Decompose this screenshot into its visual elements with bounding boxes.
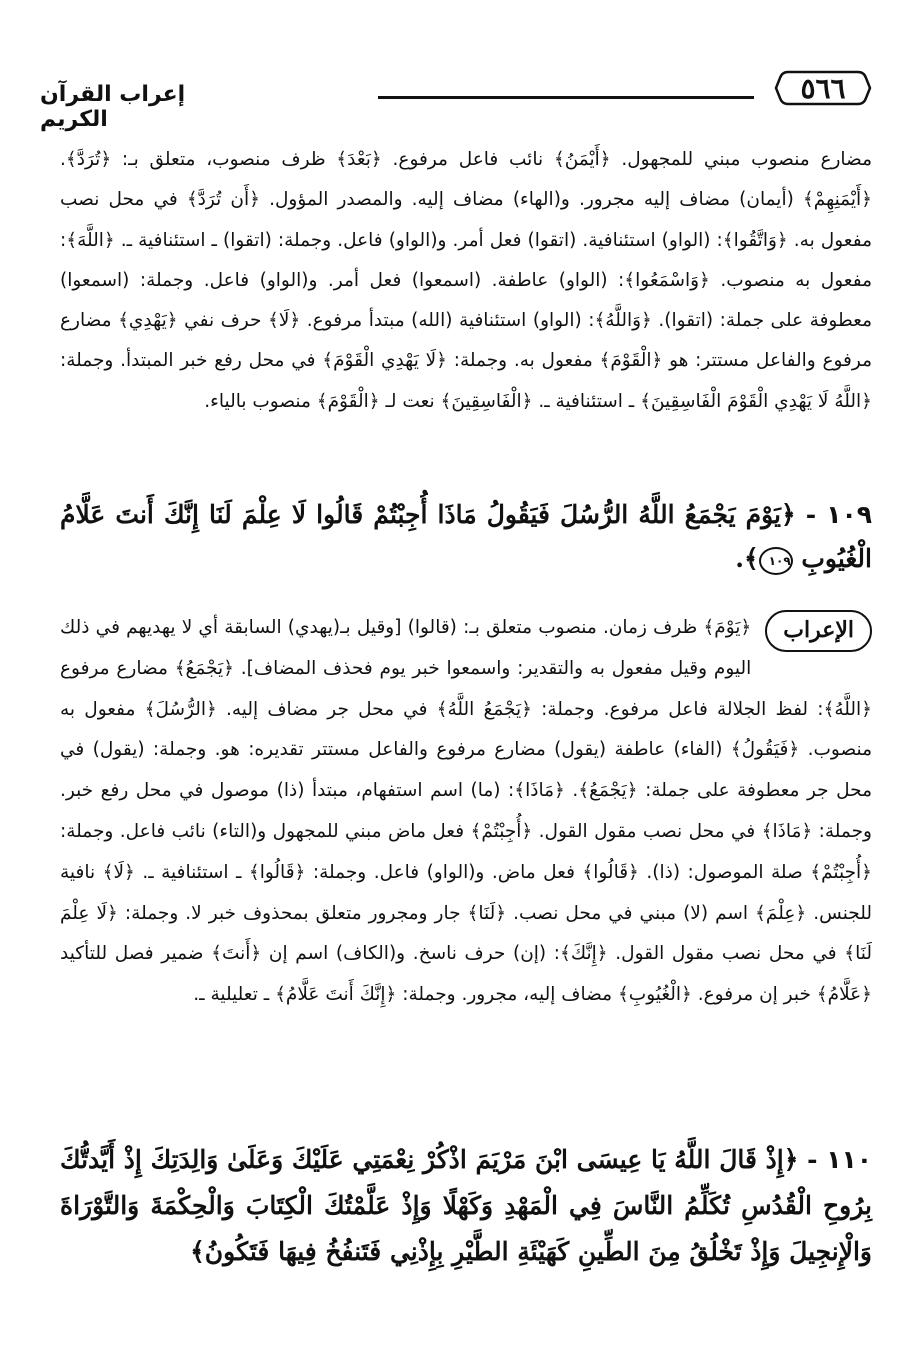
verse-end: ﴾. <box>735 544 759 573</box>
paragraph-text: مضارع منصوب مبني للمجهول. ﴿أَيْمَنُ﴾ نائب فاعل مرفوع. ﴿بَعْدَ﴾ ظرف منصوب، متعلق بـ: ﴿تُرَدَّ﴾. ﴿أَيْمَنِهِمْ﴾ (أيمان) مضاف إليه مجرور. و(الهاء) مضاف إليه. والمصدر المؤول. ﴿أَن تُرَدَّ﴾ في محل نصب مفعول به. ﴿وَاتَّقُوا﴾: (الواو) استئنافية. (اتقوا) فعل أمر. و(الواو) فاعل. وجملة: (اتقوا) ـ استئنافية ـ. ﴿اللَّهَ﴾: مفعول به منصوب. ﴿وَاسْمَعُوا﴾: (الواو) عاطفة. (اسمعوا) فعل أمر. و(الواو) فاعل. وجملة: (اسمعوا) معطوفة على جملة: (اتقوا). ﴿وَاللَّهُ﴾: (الواو) استئنافية (الله) مبتدأ مرفوع. ﴿لَا﴾ حرف نفي ﴿يَهْدِي﴾ مضارع مرفوع والفاعل مستتر: هو ﴿الْقَوْمَ﴾ مفعول به. وجملة: ﴿لَا يَهْدِي الْقَوْمَ﴾ في محل رفع خبر المبتدأ. وجملة: ﴿اللَّهُ لَا يَهْدِي الْقَوْمَ الْفَاسِقِينَ﴾ ـ استئنافية ـ. ﴿الْفَاسِقِينَ﴾ نعت لـ ﴿الْقَوْمَ﴾ منصوب بالياء. <box>60 149 872 412</box>
verse-number: ١١٠ <box>826 1145 872 1174</box>
commentary-paragraph-1 <box>60 140 872 422</box>
page-number <box>774 68 872 108</box>
header-rule <box>378 96 754 99</box>
page-header <box>40 68 872 132</box>
book-title: إعراب القرآن الكريم <box>40 82 186 132</box>
verse-109-line: ١٠٩ - ﴿يَوْمَ يَجْمَعُ اللَّهُ الرُّسُلَ فَيَقُولُ مَاذَا أُجِبْتُمْ قَالُوا لَا عِلْمَ لَنَا إِنَّكَ أَنتَ عَلَّامُ الْغُيُوبِ ١٠٩﴾. <box>60 500 872 573</box>
irab-text: ﴿يَوْمَ﴾ ظرف زمان. منصوب متعلق بـ: (قالوا) [وقيل بـ(يهدي) السابقة أي لا يهديهم في ذلك اليوم وقيل مفعول به والتقدير: واسمعوا خبر يوم فحذف المضاف]. ﴿يَجْمَعُ﴾ مضارع مرفوع ﴿اللَّهُ﴾: لفظ الجلالة فاعل مرفوع. وجملة: ﴿يَجْمَعُ اللَّهُ﴾ في محل جر مضاف إليه. ﴿الرُّسُلَ﴾ مفعول به منصوب. ﴿فَيَقُولُ﴾ (الفاء) عاطفة (يقول) مضارع مرفوع والفاعل مستتر تقديره: هو. وجملة: (يقول) في محل جر معطوفة على جملة: ﴿يَجْمَعُ﴾. ﴿مَاذَا﴾: (ما) اسم استفهام، مبتدأ (ذا) موصول في محل رفع خبر. وجملة: ﴿مَاذَا﴾ في محل نصب مقول القول. ﴿أُجِبْتُمْ﴾ فعل ماض مبني للمجهول و(التاء) نائب فاعل. وجملة: ﴿أُجِبْتُمْ﴾ صلة الموصول: (ذا). ﴿قَالُوا﴾ فعل ماض. و(الواو) فاعل. وجملة: ﴿قَالُوا﴾ ـ استئنافية ـ. ﴿لَا﴾ نافية للجنس. ﴿عِلْمَ﴾ اسم (لا) مبني في محل نصب. ﴿لَنَا﴾ جار ومجرور متعلق بمحذوف خبر لا. وجملة: ﴿لَا عِلْمَ لَنَا﴾ في محل نصب مقول القول. ﴿إِنَّكَ﴾: (إن) حرف ناسخ. و(الكاف) اسم إن ﴿أَنتَ﴾ ضمير فصل للتأكيد ﴿عَلَّامُ﴾ خبر إن مرفوع. ﴿الْغُيُوبِ﴾ مضاف إليه، مجرور. وجملة: ﴿إِنَّكَ أَنتَ عَلَّامُ﴾ ـ تعليلية ـ. <box>60 617 872 1006</box>
page-number-text: ٥٦٦ <box>800 71 846 105</box>
verse-110 <box>60 1137 872 1275</box>
verse-text: ﴿يَوْمَ يَجْمَعُ اللَّهُ الرُّسُلَ فَيَقُولُ مَاذَا أُجِبْتُمْ قَالُوا لَا عِلْمَ لَنَا إِنَّكَ أَنتَ عَلَّامُ الْغُيُوبِ <box>60 500 872 573</box>
verse-109 <box>60 493 872 581</box>
verse-number: ١٠٩ <box>826 500 872 529</box>
irab-label: الإعراب <box>765 610 872 652</box>
verse-text: ﴿إِذْ قَالَ اللَّهُ يَا عِيسَى ابْنَ مَرْيَمَ اذْكُرْ نِعْمَتِي عَلَيْكَ وَعَلَىٰ وَالِدَتِكَ إِذْ أَيَّدتُّكَ بِرُوحِ الْقُدُسِ تُكَلِّمُ النَّاسَ فِي الْمَهْدِ وَكَهْلًا وَإِذْ عَلَّمْتُكَ الْكِتَابَ وَالْحِكْمَةَ وَالتَّوْرَاةَ وَالْإِنجِيلَ وَإِذْ تَخْلُقُ مِنَ الطِّينِ كَهَيْئَةِ الطَّيْرِ بِإِذْنِي فَتَنفُخُ فِيهَا فَتَكُونُ﴾ <box>60 1145 872 1266</box>
irab-section <box>60 608 872 1016</box>
verse-110-line: ١١٠ - ﴿إِذْ قَالَ اللَّهُ يَا عِيسَى ابْنَ مَرْيَمَ اذْكُرْ نِعْمَتِي عَلَيْكَ وَعَلَىٰ وَالِدَتِكَ إِذْ أَيَّدتُّكَ بِرُوحِ الْقُدُسِ تُكَلِّمُ النَّاسَ فِي الْمَهْدِ وَكَهْلًا وَإِذْ عَلَّمْتُكَ الْكِتَابَ وَالْحِكْمَةَ وَالتَّوْرَاةَ وَالْإِنجِيلَ وَإِذْ تَخْلُقُ مِنَ الطِّينِ كَهَيْئَةِ الطَّيْرِ بِإِذْنِي فَتَنفُخُ فِيهَا فَتَكُونُ﴾ <box>60 1145 872 1266</box>
ayah-marker-icon: ١٠٩ <box>759 547 793 575</box>
